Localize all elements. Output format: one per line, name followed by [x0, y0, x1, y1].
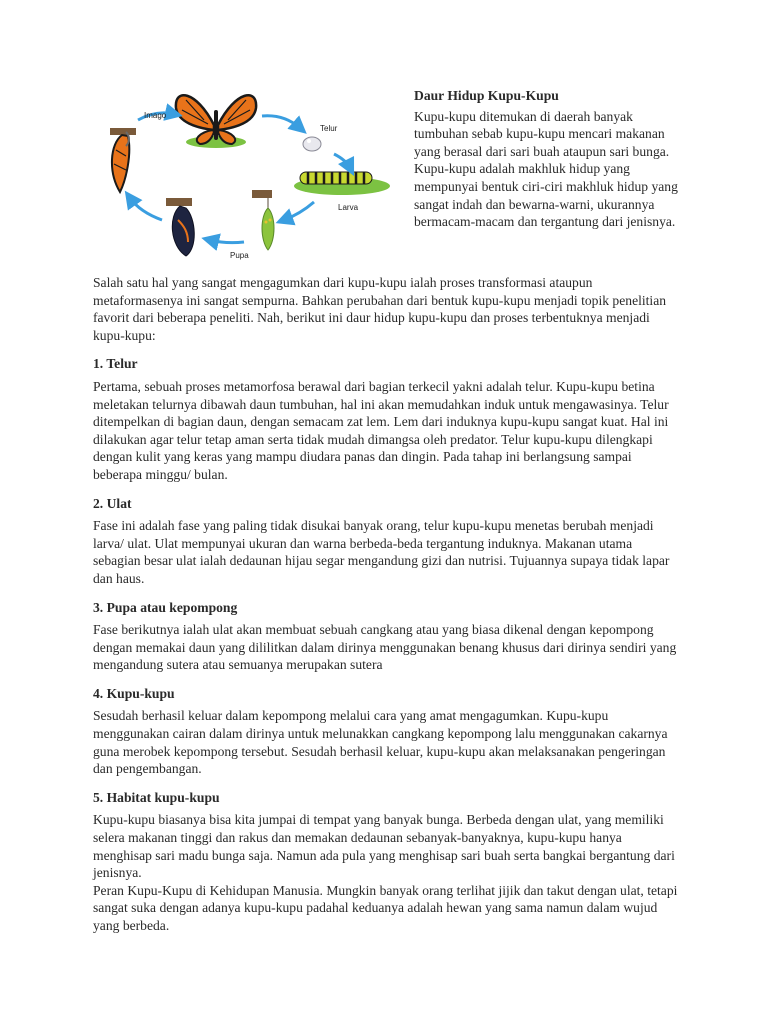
section-heading: 3. Pupa atau kepompong — [93, 599, 238, 615]
section-text: Sesudah berhasil keluar dalam kepompong melalui cara yang amat mengagumkan. Kupu-kupu menggunakan cairan dalam dirinya untuk melunakkan cangkang kepompong lalu menggunakan cakarnya guna merobek kepompong tersebut. Sesudah berhasil keluar, kupu-kupu akan melaksanakan pengeringan dan pengembangan. — [93, 708, 668, 777]
label-imago: Imago — [144, 111, 167, 120]
intro-column — [414, 87, 684, 231]
section-heading: 1. Telur — [93, 356, 138, 372]
label-pupa: Pupa — [230, 251, 249, 260]
lifecycle-diagram — [104, 80, 404, 270]
section-text: Fase berikutnya ialah ulat akan membuat sebuah cangkang atau yang biasa dikenal dengan kepompong dengan memakai daun yang dililitkan dalam dirinya menggunakan benang khusus dari dirinya sendiri yang mengandung sutera atau semuanya merupakan sutera — [93, 622, 677, 673]
section-heading: 2. Ulat — [93, 495, 132, 511]
label-telur: Telur — [320, 124, 338, 133]
section-kupu-kupu — [93, 685, 683, 778]
section-habitat — [93, 789, 683, 935]
section-telur — [93, 355, 683, 483]
dark-pupa-icon — [166, 198, 194, 256]
emerging-butterfly-icon — [110, 128, 136, 192]
document-title: Daur Hidup Kupu-Kupu — [414, 88, 559, 103]
section-text: Kupu-kupu biasanya bisa kita jumpai di tempat yang banyak bunga. Berbeda dengan ulat, yang memiliki selera makanan tinggi dan rakus dan memakan dedaunan sebanyak-banyaknya, kupu-kupu hanya menghisap sari madu bunga saja. Namun ada pula yang menghisap sari buah serta bangkai bergantung dari jenisnya. — [93, 812, 675, 881]
section-ulat — [93, 495, 683, 588]
butterfly-icon — [176, 95, 256, 148]
section-text-continued: Peran Kupu-Kupu di Kehidupan Manusia. Mungkin banyak orang terlihat jijik dan takut dengan ulat, tetapi sangat suka dengan adanya kupu-kupu padahal keduanya adalah hewan yang sama namun dalam wujud yang berbeda. — [93, 882, 678, 933]
section-text: Pertama, sebuah proses metamorfosa berawal dari bagian terkecil yakni adalah telur. Kupu-kupu betina meletakan telurnya dibawah daun tumbuhan, hal ini akan memudahkan induk untuk mengawasinya. Telur ditempelkan di bagian daun, dengan semacam zat lem. Lem dari induknya kupu-kupu sangat kuat. Hal ini dilakukan agar telur tetap aman serta tidak mudah dimangsa oleh predator. Telur kupu-kupu dilengkapi dengan kulit yang keras yang mampu diudara panas dan dingin. Pada tahap ini berlangsung sampai beberapa minggu/ bulan. — [93, 378, 669, 482]
section-text: Fase ini adalah fase yang paling tidak disukai banyak orang, telur kupu-kupu menetas berubah menjadi larva/ ulat. Ulat mempunyai ukuran dan warna berbeda-beda tergantung induknya. Makanan utama sebagian besar ulat ialah dedaunan hijau segar mengandung gizi dan nutrisi. Tujuannya supaya tidak lapar dan haus. — [93, 518, 670, 586]
intro-paragraph-side: Kupu-kupu ditemukan di daerah banyak tumbuhan sebab kupu-kupu mencari makanan yang berasal dari sari buah ataupun sari bunga. Kupu-kupu adalah makhluk hidup yang mempunyai bentuk ciri-ciri makhluk hidup yang sangat indah dan bewarna-warni, ukurannya bermacam-macam dan tergantung dari jenisnya. — [414, 108, 678, 230]
lifecycle-figure — [104, 80, 404, 270]
section-heading: 4. Kupu-kupu — [93, 685, 175, 701]
document-body — [93, 274, 683, 946]
egg-icon — [303, 137, 321, 151]
intro-paragraph: Salah satu hal yang sangat mengagumkan dari kupu-kupu ialah proses transformasi ataupun metaformasenya ini sangat sempurna. Bahkan perubahan dari bentuk kupu-kupu menjadi topik penelitian favorit dari beberapa peneliti. Nah, berikut ini daur hidup kupu-kupu dan proses terbentuknya menjadi kupu-kupu: — [93, 275, 667, 343]
section-pupa — [93, 599, 683, 674]
label-larva: Larva — [338, 203, 359, 212]
section-heading: 5. Habitat kupu-kupu — [93, 789, 220, 805]
caterpillar-icon — [294, 172, 390, 195]
green-pupa-icon — [252, 190, 274, 250]
